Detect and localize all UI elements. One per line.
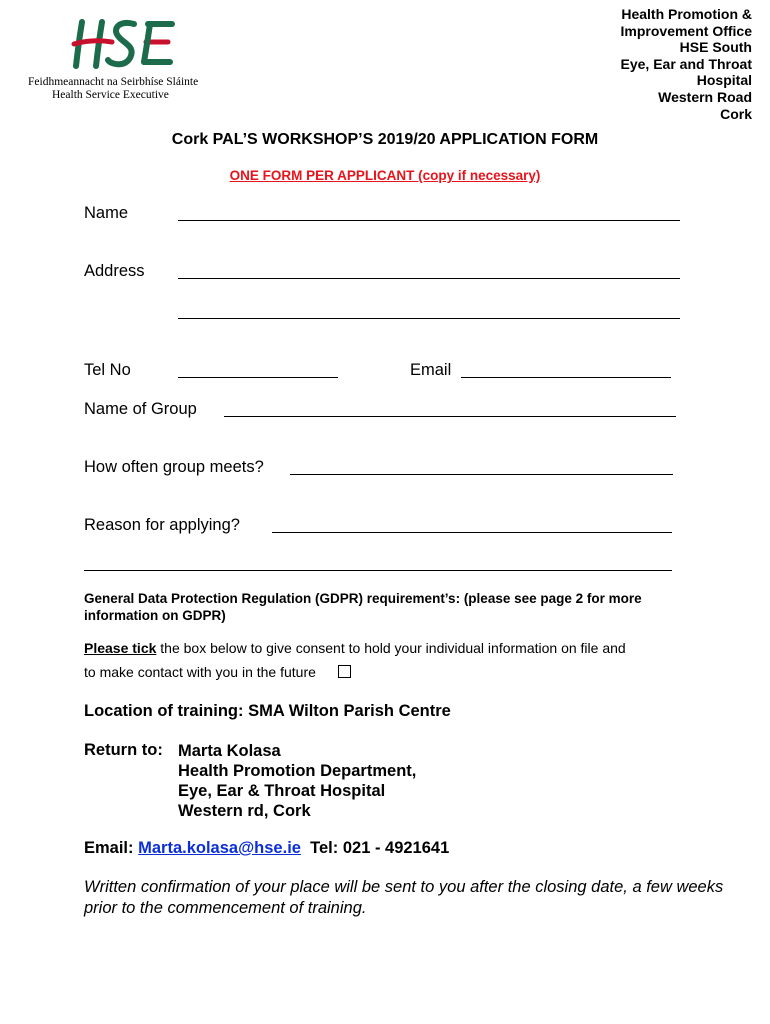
email-field[interactable] bbox=[461, 377, 671, 378]
address-label: Address bbox=[84, 262, 145, 280]
name-label: Name bbox=[84, 204, 129, 222]
address-field-1[interactable] bbox=[178, 278, 680, 279]
consent-text: to make contact with you in the future bbox=[84, 664, 316, 680]
form-subtitle: ONE FORM PER APPLICANT (copy if necessary) bbox=[229, 168, 541, 183]
logo-irish-text: Feidhmeannacht na Seirbhíse Sláinte bbox=[28, 76, 199, 88]
office-address bbox=[621, 6, 752, 122]
consent-checkbox[interactable] bbox=[338, 665, 351, 678]
hse-logo-mark bbox=[68, 14, 178, 72]
consent-text-line1 bbox=[84, 640, 626, 656]
address-line: Improvement Office bbox=[620, 22, 752, 39]
return-line: Marta Kolasa bbox=[178, 742, 281, 760]
address-field-2[interactable] bbox=[178, 318, 680, 319]
group-field[interactable] bbox=[224, 416, 676, 417]
meeting-frequency-label: How often group meets? bbox=[84, 458, 264, 476]
reason-field-1[interactable] bbox=[272, 532, 672, 533]
return-line: Health Promotion Department, bbox=[178, 762, 417, 780]
hse-logo bbox=[28, 14, 198, 104]
reason-field-2[interactable] bbox=[84, 570, 672, 571]
confirmation-note: Written confirmation of your place will be sent to you after the closing date, a few weeks prior to the commencement of training. bbox=[84, 878, 724, 917]
email-label: Email bbox=[410, 361, 452, 379]
training-location: Location of training: SMA Wilton Parish Centre bbox=[84, 702, 451, 720]
logo-english-text: Health Service Executive bbox=[52, 89, 169, 101]
meeting-frequency-field[interactable] bbox=[290, 474, 673, 475]
address-line: Western Road bbox=[658, 88, 752, 105]
address-line: HSE South bbox=[679, 39, 752, 56]
reason-label: Reason for applying? bbox=[84, 516, 240, 534]
email-link[interactable]: Marta.kolasa@hse.ie bbox=[138, 839, 301, 857]
tel-field[interactable] bbox=[178, 377, 338, 378]
return-label: Return to: bbox=[84, 741, 163, 759]
contact-line bbox=[84, 839, 449, 858]
address-line: Hospital bbox=[696, 72, 752, 89]
return-line: Western rd, Cork bbox=[178, 802, 311, 820]
name-field[interactable] bbox=[178, 220, 680, 221]
please-tick-label: Please tick bbox=[84, 640, 157, 656]
consent-text-line2 bbox=[84, 664, 351, 680]
gdpr-heading: General Data Protection Regulation (GDPR) requirement’s: (please see page 2 for more information on GDPR) bbox=[84, 591, 642, 623]
consent-text: the box below to give consent to hold your individual information on file and bbox=[156, 640, 626, 656]
address-line: Health Promotion & bbox=[621, 6, 752, 22]
tel-label: Tel No bbox=[84, 361, 131, 379]
group-label: Name of Group bbox=[84, 400, 197, 418]
address-line: Cork bbox=[720, 105, 752, 122]
email-label-bold: Email: bbox=[84, 839, 134, 857]
return-address bbox=[178, 741, 416, 821]
telephone: Tel: 021 - 4921641 bbox=[310, 839, 450, 857]
address-line: Eye, Ear and Throat bbox=[620, 55, 752, 72]
return-line: Eye, Ear & Throat Hospital bbox=[178, 782, 386, 800]
form-title: Cork PAL’S WORKSHOP’S 2019/20 APPLICATION FORM bbox=[171, 131, 599, 148]
